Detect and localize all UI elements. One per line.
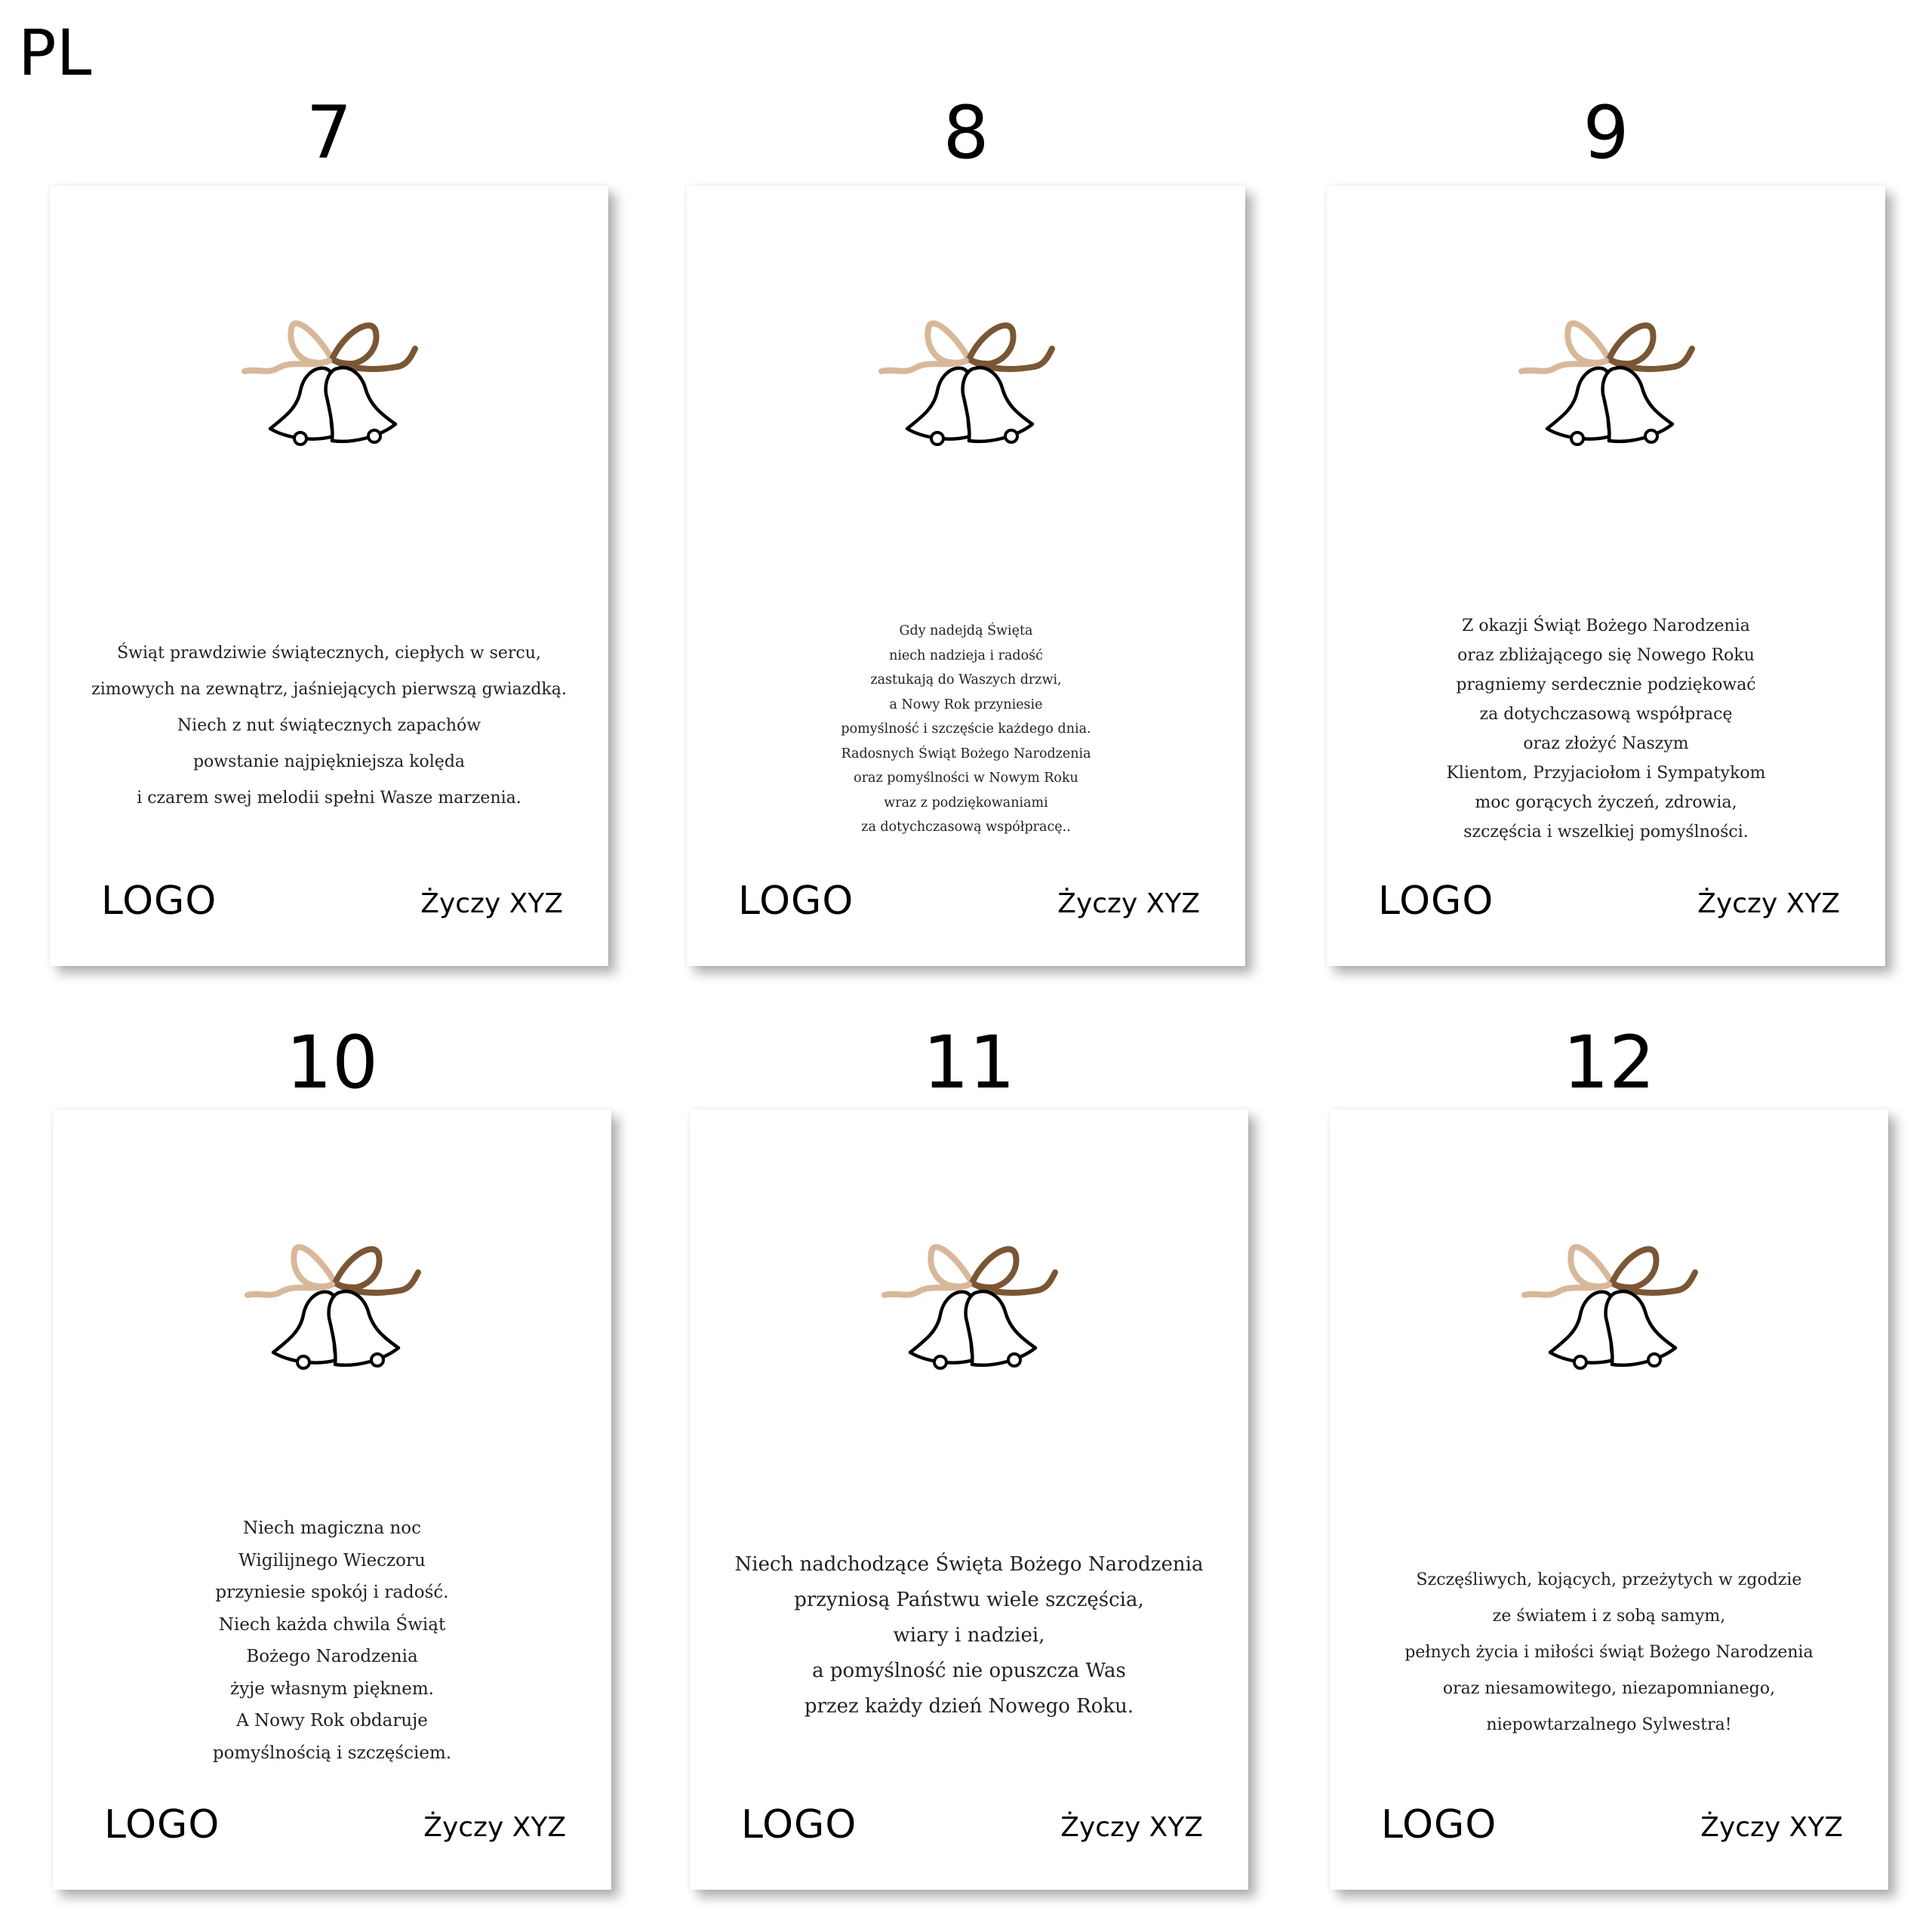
greeting-line: niepowtarzalnego Sylwestra! <box>1486 1715 1732 1734</box>
greeting-line: szczęścia i wszelkiej pomyślności. <box>1463 823 1749 841</box>
logo-placeholder: LOGO <box>741 1802 857 1847</box>
greeting-text <box>1357 611 1855 847</box>
greeting-line: przez każdy dzień Nowego Roku. <box>804 1695 1134 1718</box>
greeting-line: żyje własnym pięknem. <box>230 1678 434 1699</box>
christmas-bells-icon <box>1517 315 1698 459</box>
greeting-text <box>720 1547 1218 1724</box>
greeting-line: Niech z nut świątecznych zapachów <box>177 716 481 735</box>
greeting-text <box>83 1512 581 1769</box>
greeting-card[interactable] <box>53 1109 611 1890</box>
christmas-bells-icon <box>240 315 421 459</box>
greeting-line: za dotychczasową współpracę.. <box>861 820 1071 835</box>
greeting-card[interactable] <box>50 186 608 966</box>
christmas-bells-icon <box>877 315 1058 459</box>
greeting-line: zastukają do Waszych drzwi, <box>870 672 1062 688</box>
greeting-line: Niech każda chwila Świąt <box>218 1614 446 1635</box>
logo-placeholder: LOGO <box>1381 1802 1497 1847</box>
greeting-line: a Nowy Rok przyniesie <box>889 697 1043 712</box>
design-number: 7 <box>306 91 352 175</box>
bells-illustration <box>877 315 1058 459</box>
logo-placeholder: LOGO <box>738 878 854 924</box>
greeting-line: powstanie najpiękniejsza kolęda <box>192 752 466 771</box>
signature: Życzy XYZ <box>1060 1812 1203 1843</box>
christmas-bells-icon <box>243 1239 424 1383</box>
greeting-card[interactable] <box>1327 186 1885 966</box>
greeting-line: Bożego Narodzenia <box>246 1647 418 1666</box>
greeting-line: Niech nadchodzące Święta Bożego Narodzenia <box>734 1553 1204 1576</box>
greeting-line: oraz pomyślności w Nowym Roku <box>854 771 1078 786</box>
greeting-line: zimowych na zewnątrz, jaśniejących pierwszą gwiazdką. <box>91 680 567 699</box>
greeting-line: niech nadzieja i radość <box>889 648 1043 663</box>
greeting-text <box>717 619 1215 840</box>
greeting-line: wiary i nadziei, <box>893 1624 1045 1647</box>
design-number: 10 <box>285 1020 379 1105</box>
greeting-card[interactable] <box>690 1109 1248 1890</box>
christmas-bells-icon <box>1520 1239 1701 1383</box>
language-label: PL <box>18 16 92 90</box>
greeting-line: oraz niesamowitego, niezapomnianego, <box>1442 1679 1776 1698</box>
signature: Życzy XYZ <box>420 888 563 919</box>
greeting-line: oraz złożyć Naszym <box>1523 734 1689 753</box>
signature: Życzy XYZ <box>1700 1812 1843 1843</box>
christmas-bells-icon <box>880 1239 1061 1383</box>
bells-illustration <box>243 1239 424 1383</box>
bells-illustration <box>880 1239 1061 1383</box>
greeting-text <box>80 635 578 817</box>
greeting-text <box>1360 1562 1858 1743</box>
greeting-line: pomyślnością i szczęściem. <box>212 1743 452 1763</box>
greeting-line: pragniemy serdecznie podziękować <box>1456 675 1756 694</box>
greeting-line: A Nowy Rok obdaruje <box>236 1711 428 1730</box>
greeting-line: Niech magiczna noc <box>242 1518 422 1538</box>
greeting-line: przyniesie spokój i radość. <box>215 1583 449 1602</box>
greeting-line: moc gorących życzeń, zdrowia, <box>1475 793 1737 812</box>
greeting-line: Szczęśliwych, kojących, przeżytych w zgodzie <box>1416 1571 1802 1589</box>
greeting-line: Wigilijnego Wieczoru <box>238 1550 426 1571</box>
signature: Życzy XYZ <box>1057 888 1200 919</box>
design-number: 8 <box>943 91 989 175</box>
greeting-line: wraz z podziękowaniami <box>884 795 1048 811</box>
bells-illustration <box>240 315 421 459</box>
greeting-card[interactable] <box>687 186 1245 966</box>
greeting-line: ze światem i z sobą samym, <box>1492 1607 1726 1626</box>
greeting-line: Gdy nadejdą Święta <box>899 623 1033 638</box>
greeting-line: Radosnych Świąt Bożego Narodzenia <box>841 746 1091 761</box>
signature: Życzy XYZ <box>423 1812 566 1843</box>
logo-placeholder: LOGO <box>101 878 217 924</box>
greeting-line: oraz zbliżającego się Nowego Roku <box>1457 646 1755 665</box>
logo-placeholder: LOGO <box>104 1802 220 1847</box>
design-number: 11 <box>922 1020 1016 1105</box>
greeting-line: Świąt prawdziwie świątecznych, ciepłych w sercu, <box>117 644 541 663</box>
greeting-line: a pomyślność nie opuszcza Was <box>812 1660 1126 1682</box>
signature: Życzy XYZ <box>1697 888 1840 919</box>
design-number: 12 <box>1562 1020 1656 1105</box>
greeting-line: za dotychczasową współpracę <box>1479 705 1733 724</box>
greeting-line: i czarem swej melodii spełni Wasze marzenia. <box>137 789 521 808</box>
design-number: 9 <box>1583 91 1629 175</box>
bells-illustration <box>1517 315 1698 459</box>
bells-illustration <box>1520 1239 1701 1383</box>
greeting-line: przyniosą Państwu wiele szczęścia, <box>794 1589 1144 1611</box>
greeting-line: Z okazji Świąt Bożego Narodzenia <box>1462 617 1750 635</box>
logo-placeholder: LOGO <box>1378 878 1494 924</box>
greeting-line: Klientom, Przyjaciołom i Sympatykom <box>1446 764 1766 783</box>
greeting-card[interactable] <box>1330 1109 1888 1890</box>
greeting-line: pomyślność i szczęście każdego dnia. <box>841 721 1091 737</box>
greeting-line: pełnych życia i miłości świąt Bożego Narodzenia <box>1404 1643 1814 1662</box>
